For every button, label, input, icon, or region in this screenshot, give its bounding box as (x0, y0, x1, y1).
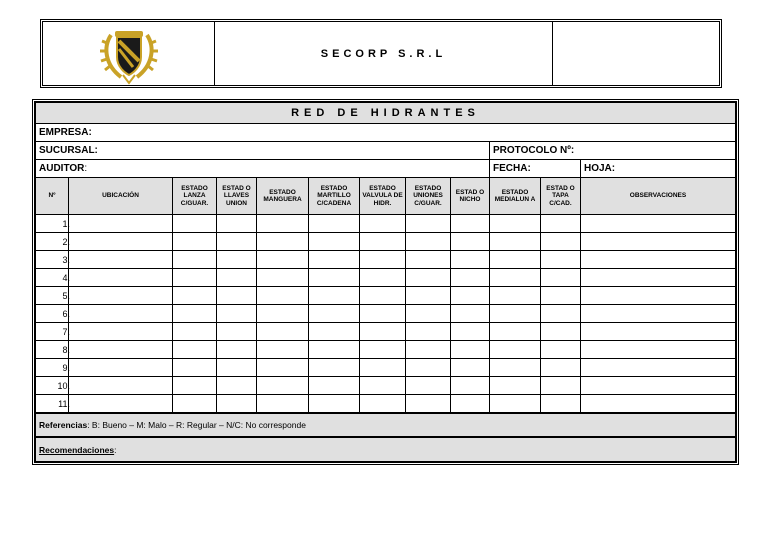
table-cell[interactable] (69, 395, 173, 414)
table-row (36, 395, 736, 414)
table-cell[interactable] (360, 395, 406, 414)
protocolo-label: PROTOCOLO Nº: (493, 145, 575, 156)
sucursal-label: SUCURSAL: (39, 145, 98, 156)
table-cell[interactable] (69, 251, 173, 269)
header-blank-cell (553, 22, 719, 85)
col-header-nicho: ESTAD O NICHO (451, 178, 490, 215)
table-cell[interactable] (173, 377, 217, 395)
table-cell[interactable] (451, 233, 490, 251)
recommendations-field[interactable] (36, 437, 736, 462)
table-cell[interactable] (360, 305, 406, 323)
table-cell[interactable] (69, 323, 173, 341)
table-cell[interactable] (451, 377, 490, 395)
row-number (36, 377, 69, 395)
col-header-llaves: ESTAD O LLAVES UNION (217, 178, 257, 215)
table-cell[interactable] (581, 215, 736, 233)
table-cell[interactable] (541, 359, 581, 377)
table-cell[interactable] (173, 251, 217, 269)
col-header-tapa: ESTAD O TAPA C/CAD. (541, 178, 581, 215)
column-header-row (36, 178, 736, 215)
table-cell[interactable] (69, 269, 173, 287)
table-cell[interactable] (217, 233, 257, 251)
logo-cell (43, 22, 215, 85)
table-cell[interactable] (309, 233, 360, 251)
table-cell[interactable] (406, 323, 451, 341)
table-cell[interactable] (173, 233, 217, 251)
table-cell[interactable] (541, 287, 581, 305)
table-cell[interactable] (490, 323, 541, 341)
table-cell[interactable] (257, 233, 309, 251)
table-cell[interactable] (541, 269, 581, 287)
empresa-label: EMPRESA: (39, 127, 92, 138)
table-cell[interactable] (360, 215, 406, 233)
company-name: SECORP S.R.L (215, 22, 553, 85)
table-row (36, 215, 736, 233)
table-row (36, 269, 736, 287)
table-cell[interactable] (490, 377, 541, 395)
row-number-label: 10. (57, 380, 70, 391)
table-cell[interactable] (309, 287, 360, 305)
col-header-uniones: ESTADO UNIONES C/GUAR. (406, 178, 451, 215)
table-cell[interactable] (406, 287, 451, 305)
table-cell[interactable] (406, 251, 451, 269)
row-number-label: 5. (62, 290, 70, 301)
table-cell[interactable] (581, 359, 736, 377)
row-number-label: 9. (62, 362, 70, 373)
table-cell[interactable] (257, 251, 309, 269)
table-cell[interactable] (581, 233, 736, 251)
table-cell[interactable] (360, 377, 406, 395)
row-number-label: 4. (62, 272, 70, 283)
inspection-rows (36, 215, 736, 414)
table-cell[interactable] (69, 233, 173, 251)
table-cell[interactable] (309, 395, 360, 414)
table-cell[interactable] (257, 395, 309, 414)
fecha-label: FECHA: (493, 163, 531, 174)
recommendations-label: Recomendaciones (39, 444, 115, 455)
table-cell[interactable] (309, 251, 360, 269)
hoja-field[interactable] (581, 160, 736, 178)
col-header-valvula: ESTADO VALVULA DE HIDR. (360, 178, 406, 215)
row-number-label: 2. (62, 236, 70, 247)
row-number-label: 1. (62, 218, 70, 229)
table-cell[interactable] (541, 395, 581, 414)
table-cell[interactable] (69, 287, 173, 305)
row-number (36, 287, 69, 305)
empresa-field[interactable] (36, 124, 736, 142)
table-cell[interactable] (406, 233, 451, 251)
table-cell[interactable] (451, 359, 490, 377)
table-cell[interactable] (490, 359, 541, 377)
table-cell[interactable] (360, 233, 406, 251)
row-number-label: 3. (62, 254, 70, 265)
table-cell[interactable] (490, 305, 541, 323)
table-row (36, 251, 736, 269)
references-label: Referencias (39, 420, 88, 430)
table-cell[interactable] (406, 305, 451, 323)
table-cell[interactable] (309, 377, 360, 395)
table-cell[interactable] (581, 287, 736, 305)
table-cell[interactable] (69, 215, 173, 233)
row-number (36, 395, 69, 414)
table-cell[interactable] (581, 323, 736, 341)
row-number-label: 11. (58, 398, 70, 409)
col-header-ubicacion: UBICACIÓN (69, 178, 173, 215)
table-cell[interactable] (541, 233, 581, 251)
table-cell[interactable] (360, 287, 406, 305)
table-cell[interactable] (406, 215, 451, 233)
table-cell[interactable] (451, 251, 490, 269)
table-cell[interactable] (309, 269, 360, 287)
row-number-label: 6. (62, 308, 70, 319)
table-row (36, 377, 736, 395)
references-note (36, 413, 736, 437)
table-cell[interactable] (451, 215, 490, 233)
table-cell[interactable] (173, 395, 217, 414)
auditor-label: AUDITOR (39, 163, 85, 174)
protocolo-field[interactable] (490, 142, 736, 160)
table-cell[interactable] (173, 287, 217, 305)
auditor-field[interactable] (36, 160, 490, 178)
table-cell[interactable] (173, 269, 217, 287)
table-cell[interactable] (360, 269, 406, 287)
table-cell[interactable] (541, 341, 581, 359)
table-cell[interactable] (490, 251, 541, 269)
col-header-medialuna: ESTADO MEDIALUN A (490, 178, 541, 215)
table-cell[interactable] (173, 359, 217, 377)
table-row (36, 323, 736, 341)
table-cell[interactable] (490, 233, 541, 251)
col-header-martillo: ESTADO MARTILLO C/CADENA (309, 178, 360, 215)
table-cell[interactable] (451, 269, 490, 287)
table-cell[interactable] (173, 215, 217, 233)
table-cell[interactable] (406, 377, 451, 395)
fecha-field[interactable] (490, 160, 581, 178)
document-header (40, 19, 722, 88)
sucursal-field[interactable] (36, 142, 490, 160)
table-cell[interactable] (541, 377, 581, 395)
table-cell[interactable] (581, 395, 736, 414)
table-cell[interactable] (217, 341, 257, 359)
table-cell[interactable] (490, 341, 541, 359)
hydrant-inspection-form (32, 99, 739, 465)
table-cell[interactable] (173, 305, 217, 323)
table-cell[interactable] (490, 395, 541, 414)
auditor-colon: : (84, 163, 88, 174)
table-cell[interactable] (217, 287, 257, 305)
table-cell[interactable] (257, 359, 309, 377)
references-text: : B: Bueno – M: Malo – R: Regular – N/C: No corresponde (87, 420, 306, 430)
table-cell[interactable] (406, 341, 451, 359)
table-cell[interactable] (490, 287, 541, 305)
form-title: RED DE HIDRANTES (36, 103, 736, 124)
row-number (36, 251, 69, 269)
table-cell[interactable] (217, 251, 257, 269)
col-header-manguera: ESTADO MANGUERA (257, 178, 309, 215)
table-cell[interactable] (257, 305, 309, 323)
table-cell[interactable] (451, 305, 490, 323)
table-cell[interactable] (581, 269, 736, 287)
table-cell[interactable] (257, 341, 309, 359)
table-cell[interactable] (406, 395, 451, 414)
table-cell[interactable] (217, 215, 257, 233)
table-cell[interactable] (217, 323, 257, 341)
table-cell[interactable] (541, 215, 581, 233)
table-cell[interactable] (217, 377, 257, 395)
table-cell[interactable] (217, 305, 257, 323)
row-number-label: 8. (62, 344, 70, 355)
row-number-label: 7. (62, 326, 70, 337)
row-number (36, 215, 69, 233)
table-cell[interactable] (309, 359, 360, 377)
company-logo-icon (97, 23, 161, 85)
table-cell[interactable] (309, 305, 360, 323)
col-header-observaciones: OBSERVACIONES (581, 178, 736, 215)
table-cell[interactable] (257, 323, 309, 341)
table-cell[interactable] (581, 377, 736, 395)
table-cell[interactable] (217, 269, 257, 287)
table-cell[interactable] (257, 287, 309, 305)
table-cell[interactable] (257, 215, 309, 233)
table-cell[interactable] (451, 287, 490, 305)
col-header-lanza: ESTADO LANZA C/GUAR. (173, 178, 217, 215)
table-cell[interactable] (451, 395, 490, 414)
table-cell[interactable] (217, 359, 257, 377)
table-cell[interactable] (490, 215, 541, 233)
row-number (36, 233, 69, 251)
table-cell[interactable] (541, 251, 581, 269)
row-number (36, 359, 69, 377)
table-cell[interactable] (69, 359, 173, 377)
table-cell[interactable] (360, 341, 406, 359)
table-cell[interactable] (257, 269, 309, 287)
table-row (36, 287, 736, 305)
table-row (36, 233, 736, 251)
table-cell[interactable] (490, 269, 541, 287)
row-number (36, 305, 69, 323)
table-cell[interactable] (360, 359, 406, 377)
table-cell[interactable] (581, 305, 736, 323)
table-cell[interactable] (406, 269, 451, 287)
table-cell[interactable] (173, 341, 217, 359)
table-cell[interactable] (69, 377, 173, 395)
table-cell[interactable] (406, 359, 451, 377)
table-cell[interactable] (360, 323, 406, 341)
table-cell[interactable] (69, 341, 173, 359)
table-row (36, 359, 736, 377)
hoja-label: HOJA: (584, 163, 616, 174)
table-cell[interactable] (217, 395, 257, 414)
row-number (36, 269, 69, 287)
table-cell[interactable] (309, 341, 360, 359)
row-number (36, 341, 69, 359)
table-cell[interactable] (309, 323, 360, 341)
table-cell[interactable] (541, 323, 581, 341)
table-cell[interactable] (581, 341, 736, 359)
table-row (36, 341, 736, 359)
table-cell[interactable] (541, 305, 581, 323)
table-cell[interactable] (451, 323, 490, 341)
col-header-number: Nº (36, 178, 69, 215)
table-cell[interactable] (451, 341, 490, 359)
row-number (36, 323, 69, 341)
table-cell[interactable] (173, 323, 217, 341)
table-cell[interactable] (257, 377, 309, 395)
table-row (36, 305, 736, 323)
table-cell[interactable] (581, 251, 736, 269)
table-cell[interactable] (69, 305, 173, 323)
recommendations-colon: : (114, 444, 117, 455)
table-cell[interactable] (309, 215, 360, 233)
table-cell[interactable] (360, 251, 406, 269)
